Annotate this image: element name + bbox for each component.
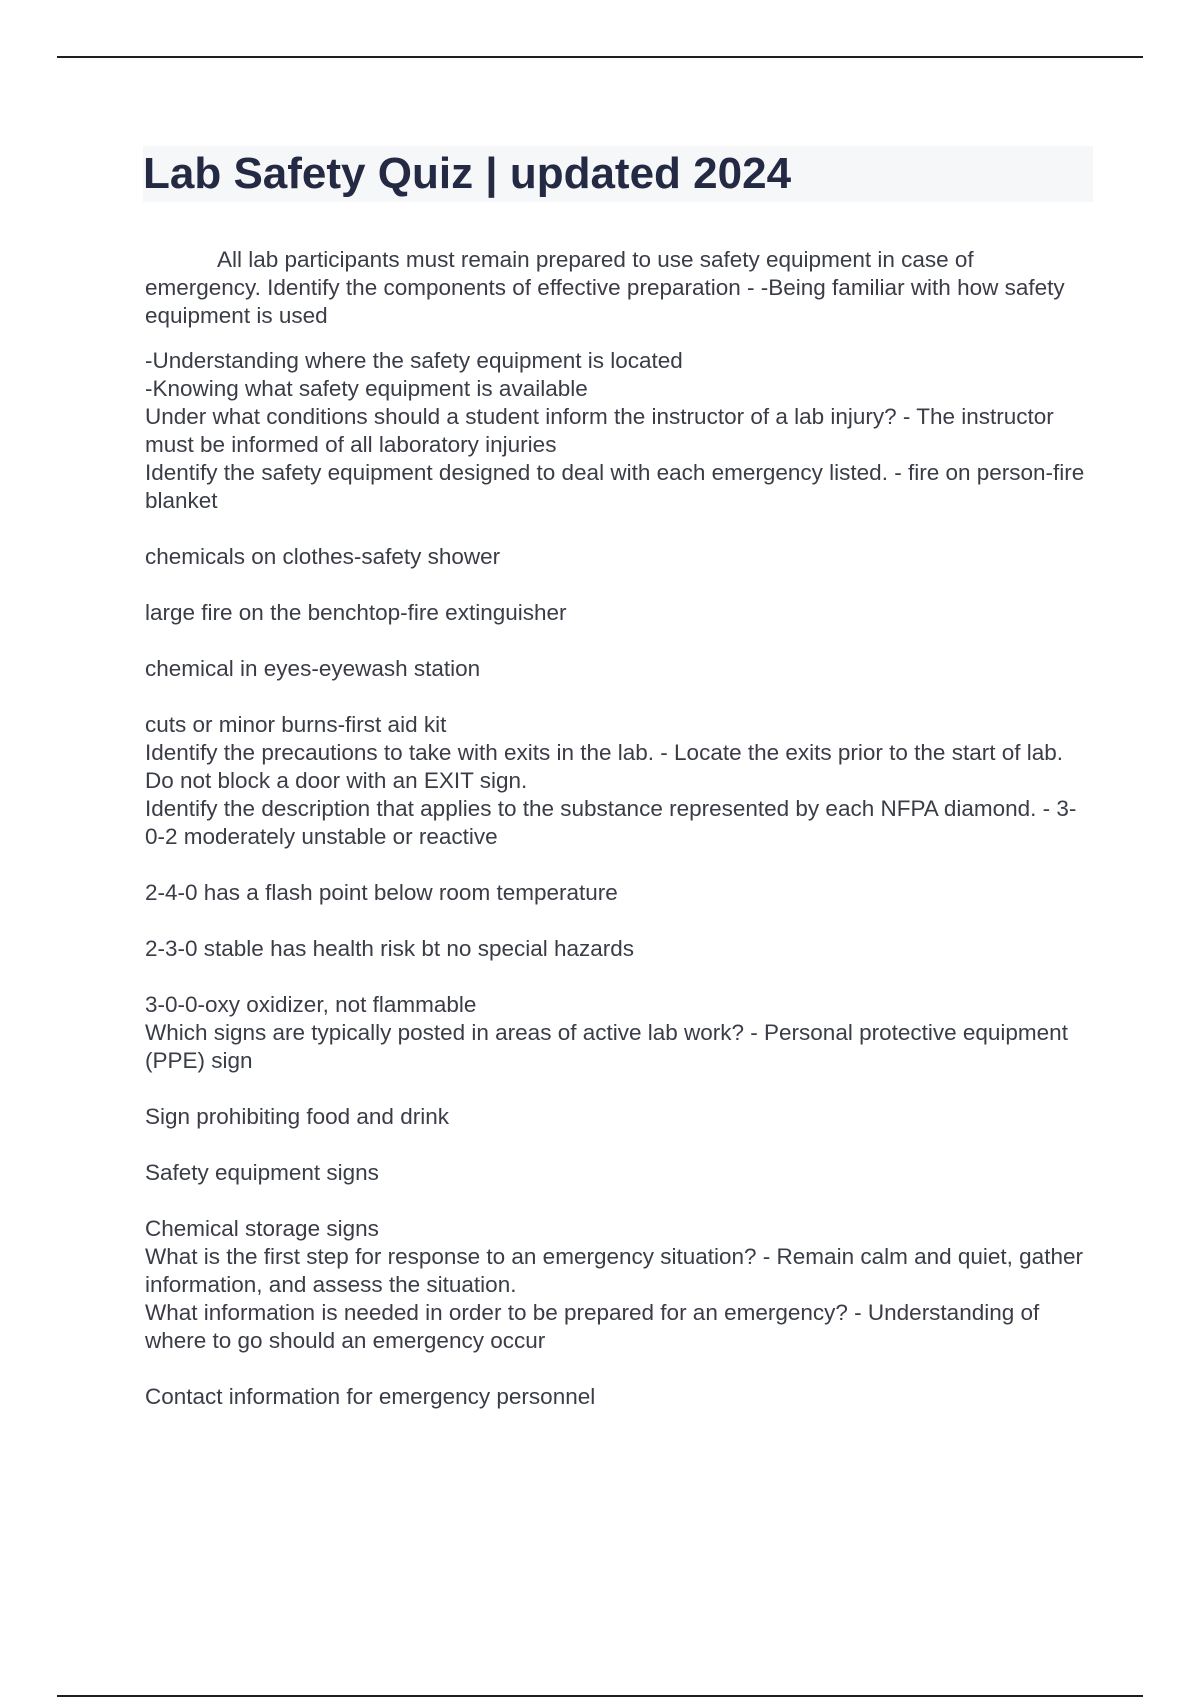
text-line: Identify the description that applies to the substance represented by each NFPA diamond. - 3-0-2 moderately unstable or reactive [145, 796, 1077, 849]
text-line: large fire on the benchtop-fire extinguisher [145, 600, 567, 625]
text-line: Under what conditions should a student inform the instructor of a lab injury? - The instructor must be informed of all laboratory injuries [145, 404, 1054, 457]
text-line: Contact information for emergency personnel [145, 1384, 596, 1409]
text-line: What information is needed in order to be prepared for an emergency? - Understanding of where to go should an emergency occur [145, 1300, 1040, 1353]
text-line: Which signs are typically posted in areas of active lab work? - Personal protective equipment (PPE) sign [145, 1020, 1068, 1073]
header-rule [57, 56, 1143, 58]
intro-paragraph: All lab participants must remain prepared to use safety equipment in case of emergency. Identify the components of effective preparation - -Being familiar with how safety equipment is used [145, 247, 1065, 328]
text-line: -Knowing what safety equipment is available [145, 376, 588, 401]
text-line: What is the first step for response to an emergency situation? - Remain calm and quiet, gather information, and assess the situation. [145, 1244, 1083, 1297]
page-title: Lab Safety Quiz | updated 2024 [143, 146, 1093, 202]
document-body [145, 246, 1095, 1411]
footer-rule [57, 1695, 1143, 1697]
text-line: Identify the precautions to take with exits in the lab. - Locate the exits prior to the start of lab. [145, 740, 1063, 765]
text-line: cuts or minor burns-first aid kit [145, 712, 447, 737]
text-line: 2-3-0 stable has health risk bt no special hazards [145, 936, 635, 961]
text-line: chemicals on clothes-safety shower [145, 544, 501, 569]
text-line: 3-0-0-oxy oxidizer, not flammable [145, 992, 477, 1017]
text-line: Do not block a door with an EXIT sign. [145, 768, 528, 793]
text-line: Sign prohibiting food and drink [145, 1104, 449, 1129]
text-line: Safety equipment signs [145, 1160, 379, 1185]
text-line: Chemical storage signs [145, 1216, 379, 1241]
text-line: 2-4-0 has a flash point below room temperature [145, 880, 618, 905]
text-line: -Understanding where the safety equipment is located [145, 348, 683, 373]
text-line: Identify the safety equipment designed to deal with each emergency listed. - fire on person-fire blanket [145, 460, 1085, 513]
text-line: chemical in eyes-eyewash station [145, 656, 481, 681]
